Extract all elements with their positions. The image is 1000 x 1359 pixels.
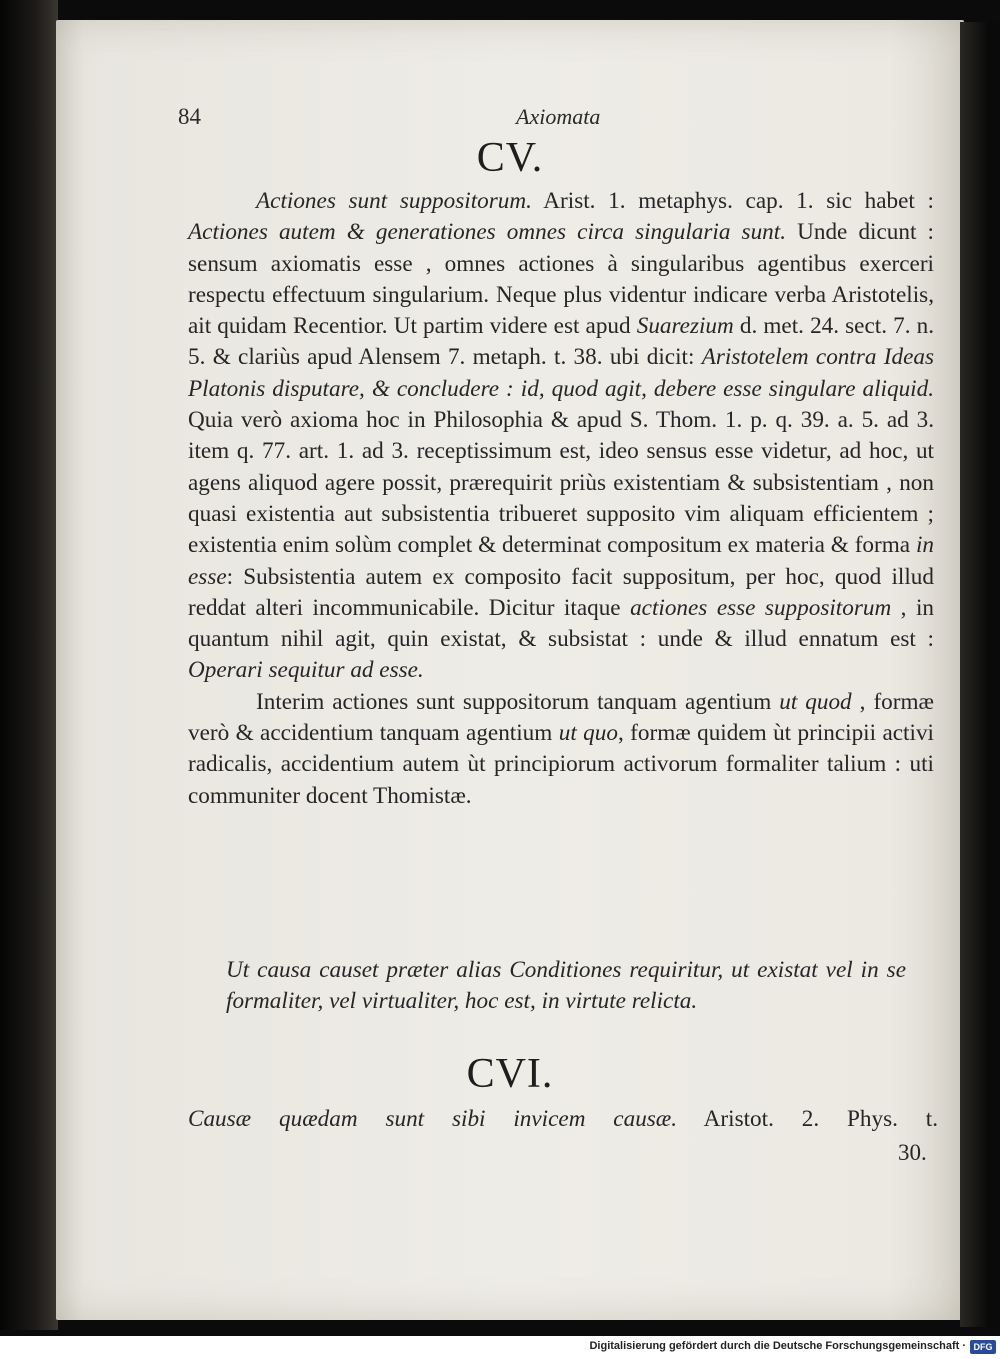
- section-cv-body: [188, 186, 934, 812]
- paragraph-2-run: ut quo: [558, 720, 618, 747]
- dfg-logo: DFG: [970, 1340, 996, 1354]
- paragraph-1-run: d. met. 24. sect. 7. n. 5. & clariùs apud Alensem 7. metaph. t. 38. ubi dicit:: [188, 313, 935, 371]
- running-head: Axiomata: [516, 104, 601, 129]
- digitization-credit: Digitalisierung gefördert durch die Deutsche Forschungsgemeinschaft ·: [589, 1340, 966, 1352]
- paragraph-1-run: Operari sequitur ad esse.: [188, 657, 424, 684]
- book-gutter-shadow: [0, 0, 58, 1330]
- paragraph-1-run: Aristotelem contra Ideas Platonis disputare, & concludere : id, quod agit, debere esse singulare aliquid.: [188, 344, 934, 402]
- section-cvi-run: Causæ quædam sunt sibi invicem causæ.: [188, 1106, 678, 1132]
- paragraph-1-run: Actiones autem & generationes omnes circa singularia sunt.: [188, 219, 786, 246]
- book-edge-shadow: [960, 22, 1000, 1327]
- paragraph-1-run: Unde dicunt : sensum axiomatis esse , omnes actiones à singularibus agentibus exerceri respectu effectuum singularium. Neque plus videntur indicare verba Aristotelis, ait quidam Recentior. Ut partim videre est apud: [188, 219, 934, 340]
- section-heading-cv: CV.: [476, 135, 544, 181]
- paragraph-1-run: , in quantum nihil agit, quin existat, & subsistat : unde & illud ennatum est :: [188, 594, 934, 653]
- page-number: 84: [178, 104, 201, 129]
- italic-proposition: Ut causa causet præter alias Conditiones requiritur, ut existat vel in se formaliter, vel virtualiter, hoc est, in virtute relicta.: [226, 957, 906, 1015]
- paragraph-1-run: Arist. 1. metaphys. cap. 1. sic habet :: [531, 188, 934, 214]
- paragraph-1-run: actiones esse suppositorum: [630, 594, 892, 621]
- paragraph-1-run: Quia verò axioma hoc in Philosophia & apud S. Thom. 1. p. q. 39. a. 5. ad 3. item q. 77. art. 1. ad 3. receptissimum est, ideo sensus esse videtur, ad hoc, ut agens aliquod agere possit, prærequirit priùs existentiam & subsistentiam , non quasi existentia aut subsistentia tribueret supposito vim aliquam efficientem ; existentia enim solùm complet & determinat compositum ex materia & forma: [188, 407, 934, 559]
- paragraph-1-run: in esse: [188, 532, 934, 590]
- catchword: 30.: [898, 1140, 927, 1165]
- paragraph-1: [188, 186, 934, 687]
- paragraph-2: [188, 687, 934, 812]
- paragraph-2-run: ut quod: [779, 688, 852, 715]
- paragraph-1-run: Actiones sunt suppositorum.: [256, 188, 532, 214]
- paragraph-2-run: , formæ verò & accidentium tanquam agentium: [188, 688, 934, 747]
- section-cvi-run: Aristot. 2. Phys. t.: [677, 1106, 938, 1132]
- paragraph-1-run: : Subsistentia autem ex composito facit suppositum, per hoc, quod illud reddat alteri incommunicabile. Dicitur itaque: [188, 563, 934, 621]
- paragraph-2-run: Interim actiones sunt suppositorum tanquam agentium: [256, 688, 780, 715]
- paragraph-2-run: , formæ quidem ùt principii activi radicalis, accidentium autem ùt principiorum activorum formaliter talium : uti communiter docent Thomistæ.: [188, 720, 934, 809]
- paragraph-1-run: Suarezium: [636, 313, 734, 340]
- section-heading-cvi: CVI.: [466, 1051, 554, 1097]
- section-cvi-first-line: [188, 1104, 938, 1135]
